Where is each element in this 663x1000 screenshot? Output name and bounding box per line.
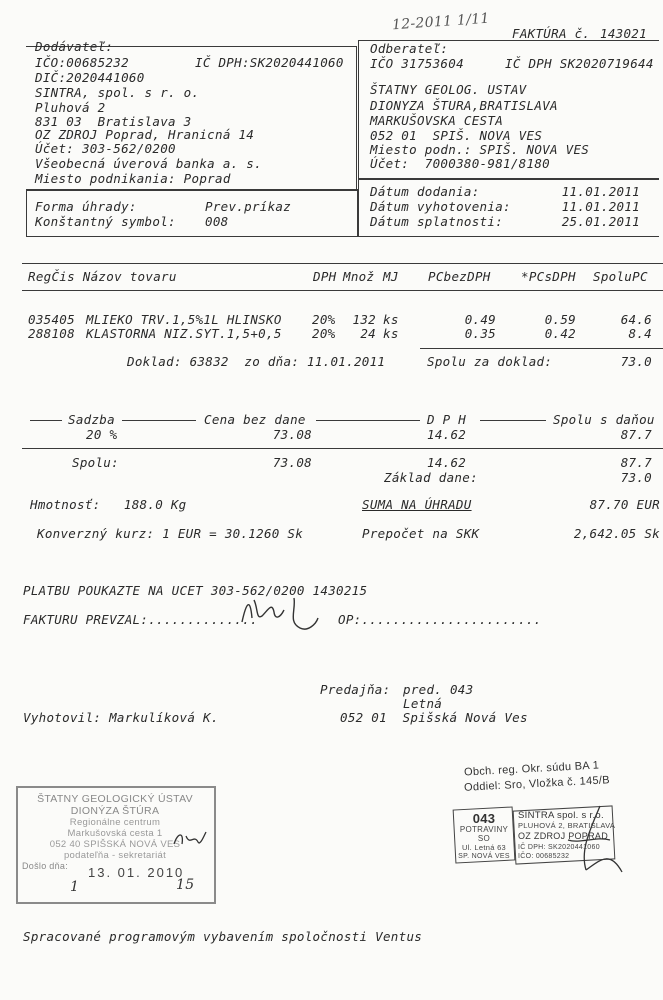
shop-stamp-line-4: SP. NOVÁ VES	[458, 853, 510, 860]
issued-by: Vyhotovil: Markulíková K.	[23, 710, 219, 725]
payment-instruction: PLATBU POUKAZTE NA UCET 303-562/0200 1430215	[23, 583, 368, 598]
customer-ic-dph: IČ DPH SK2020719644	[505, 56, 654, 71]
vat-sum-rule	[22, 448, 663, 449]
received-by: FAKTURU PREVZAL:..............	[23, 612, 258, 627]
skk-conversion-value: 2,642.05 Sk	[573, 526, 660, 541]
doklad-rule	[420, 348, 663, 349]
col-header-mj: MJ	[383, 269, 399, 284]
item-dph: 20%	[312, 326, 336, 341]
stamp-line-6: podateľňa - sekretariát	[63, 850, 167, 861]
payment-form-value: Prev.príkaz	[205, 199, 292, 214]
vat-rule-1	[30, 420, 62, 421]
item-mj: ks	[383, 326, 399, 341]
col-header-pc-s: *PCsDPH	[521, 269, 576, 284]
amount-due-label: SUMA NA ÚHRADU	[362, 497, 472, 512]
items-top-rule	[22, 263, 663, 264]
delivery-date-label: Dátum dodania:	[370, 184, 480, 199]
stamp-date: 13. 01. 2010	[88, 865, 185, 880]
stamp-attachments: 15	[176, 877, 195, 893]
shop-value: pred. 043	[403, 682, 474, 697]
stamp-line-4: Markušovská cesta 1	[67, 828, 163, 839]
col-header-name: RegČis Názov tovaru	[28, 269, 177, 284]
software-note: Spracované programovým vybavením spoločnosti Ventus	[23, 929, 423, 944]
vat-amount: 14.62	[427, 427, 467, 442]
customer-street: MARKUŠOVSKA CESTA	[370, 113, 504, 128]
payment-form-label: Forma úhrady:	[35, 199, 137, 214]
customer-city: 052 01 SPIŠ. NOVA VES	[370, 128, 543, 143]
stamp-line-2: DIONÝZA ŠTÚRA	[70, 805, 160, 817]
supplier-bank: Všeobecná úverová banka a. s.	[35, 156, 262, 171]
item-pc-s: 0.42	[544, 326, 576, 341]
col-header-qty: Množ	[343, 269, 375, 284]
item-qty: 24	[360, 326, 376, 341]
stamp-line-5: 052 40 SPIŠSKÁ NOVÁ VES	[49, 839, 181, 850]
issue-date-value: 11.01.2011	[561, 199, 640, 214]
supplier-heading: Dodávateľ:	[35, 39, 114, 54]
item-mj: ks	[383, 312, 399, 327]
customer-ico: IČO 31753604	[370, 56, 464, 71]
signature-stamp	[560, 800, 630, 880]
customer-place: Miesto podn.: SPIŠ. NOVA VES	[370, 142, 590, 157]
shop-city: 052 01 Spišská Nová Ves	[340, 710, 528, 725]
vat-spolu-label: Spolu s daňou	[553, 412, 655, 427]
shop-stamp-line-2: SO	[477, 834, 491, 843]
item-name: MLIEKO TRV.1,5%1L HLINSKO	[86, 312, 282, 327]
item-name: KLASTORNA NIZ.SYT.1,5+0,5	[86, 326, 282, 341]
supplier-ic-dph: IČ DPH:SK2020441060	[195, 55, 344, 70]
due-date-value: 25.01.2011	[561, 214, 640, 229]
company-stamp-line-4: IČ DPH: SK2020441060	[518, 844, 600, 851]
constant-symbol-label: Konštantný symbol:	[35, 214, 176, 229]
supplier-oz: OZ ZDROJ Poprad, Hranicná 14	[35, 127, 255, 142]
company-stamp-line-3: OZ ZDROJ POPRAD	[518, 831, 609, 841]
due-date-label: Dátum splatnosti:	[370, 214, 504, 229]
op-field: OP:.......................	[338, 612, 542, 627]
supplier-place: Miesto podnikania: Poprad	[35, 171, 231, 186]
item-spolu: 64.6	[620, 312, 652, 327]
vat-sum-amount: 14.62	[427, 455, 467, 470]
stamp-line-3: Regionálne centrum	[69, 817, 161, 828]
doklad-total-label: Spolu za doklad:	[427, 354, 553, 369]
item-pc-s: 0.59	[544, 312, 576, 327]
vat-sum-total: 87.7	[620, 455, 652, 470]
supplier-name: SINTRA, spol. s r. o.	[35, 85, 200, 100]
customer-name-2: DIONYZA ŠTURA,BRATISLAVA	[370, 98, 558, 113]
vat-rate: 20 %	[86, 427, 118, 442]
col-header-dph: DPH	[313, 269, 337, 284]
shop-stamp-number: 043	[472, 811, 496, 826]
company-register-2: Oddiel: Sro, Vložka č. 145/B	[463, 774, 611, 794]
stamp-number: 1	[70, 879, 80, 895]
stamp-received-label: Došlo dňa:	[22, 861, 69, 871]
company-register-1: Obch. reg. Okr. súdu BA 1	[463, 759, 600, 779]
item-pc-bez: 0.49	[464, 312, 496, 327]
customer-account: Účet: 7000380-981/8180	[370, 156, 550, 171]
signature-received	[228, 588, 328, 638]
item-spolu: 8.4	[628, 326, 652, 341]
vat-rule-2	[122, 420, 196, 421]
company-stamp-line-1: SINTRA spol. s r.o.	[518, 810, 604, 821]
items-header-rule	[22, 290, 663, 291]
skk-conversion-label: Prepočet na SKK	[362, 526, 480, 541]
invoice-number: 143021	[600, 26, 647, 41]
handwritten-reference: 12-2011 1/11	[391, 10, 491, 34]
vat-sum-base: 73.08	[272, 455, 312, 470]
vat-dph-label: D P H	[427, 412, 467, 427]
col-header-pc-bez: PCbezDPH	[428, 269, 491, 284]
vat-rule-3	[316, 420, 420, 421]
stamp-initials	[170, 826, 210, 852]
supplier-ico: IČO:00685232	[35, 55, 129, 70]
supplier-account: Účet: 303-562/0200	[35, 141, 176, 156]
vat-rule-4	[480, 420, 546, 421]
exchange-rate: Konverzný kurz: 1 EUR = 30.1260 Sk	[37, 526, 304, 541]
invoice-label: FAKTÚRA č.	[512, 26, 591, 41]
item-qty: 132	[352, 312, 376, 327]
tax-base-label: Základ dane:	[384, 470, 478, 485]
customer-heading: Odberateľ:	[370, 41, 449, 56]
vat-cena-label: Cena bez dane	[204, 412, 306, 427]
vat-total: 87.7	[620, 427, 652, 442]
vat-sadzba-label: Sadzba	[68, 412, 115, 427]
item-reg: 288108	[28, 326, 75, 341]
shop-stamp-line-1: POTRAVINY	[459, 825, 509, 834]
vat-sum-label: Spolu:	[72, 455, 119, 470]
col-header-spolu: SpoluPC	[593, 269, 648, 284]
supplier-city: 831 03 Bratislava 3	[35, 114, 192, 129]
item-pc-bez: 0.35	[464, 326, 496, 341]
tax-base-value: 73.0	[620, 470, 652, 485]
doklad-total-value: 73.0	[620, 354, 652, 369]
company-stamp-line-5: IČO: 00685232	[518, 853, 570, 860]
vat-base: 73.08	[272, 427, 312, 442]
doklad-line: Doklad: 63832 zo dňa: 11.01.2011	[127, 354, 386, 369]
weight: Hmotnosť: 188.0 Kg	[30, 497, 187, 512]
company-stamp-line-2: PLUHOVÁ 2, BRATISLAVA	[518, 821, 616, 830]
issue-date-label: Dátum vyhotovenia:	[370, 199, 511, 214]
amount-due-value: 87.70 EUR	[589, 497, 660, 512]
item-reg: 035405	[28, 312, 75, 327]
shop-stamp-line-3: Ul. Letná 63	[461, 843, 507, 852]
shop-label: Predajňa:	[320, 682, 391, 697]
supplier-street: Pluhová 2	[35, 100, 106, 115]
delivery-date-value: 11.01.2011	[561, 184, 640, 199]
constant-symbol-value: 008	[205, 214, 229, 229]
customer-name-1: ŠTATNY GEOLOG. USTAV	[370, 82, 527, 97]
stamp-line-1: ŠTATNY GEOLOGICKÝ ÚSTAV	[37, 793, 193, 805]
shop-street: Letná	[403, 696, 443, 711]
item-dph: 20%	[312, 312, 336, 327]
supplier-dic: DIČ:2020441060	[35, 70, 145, 85]
